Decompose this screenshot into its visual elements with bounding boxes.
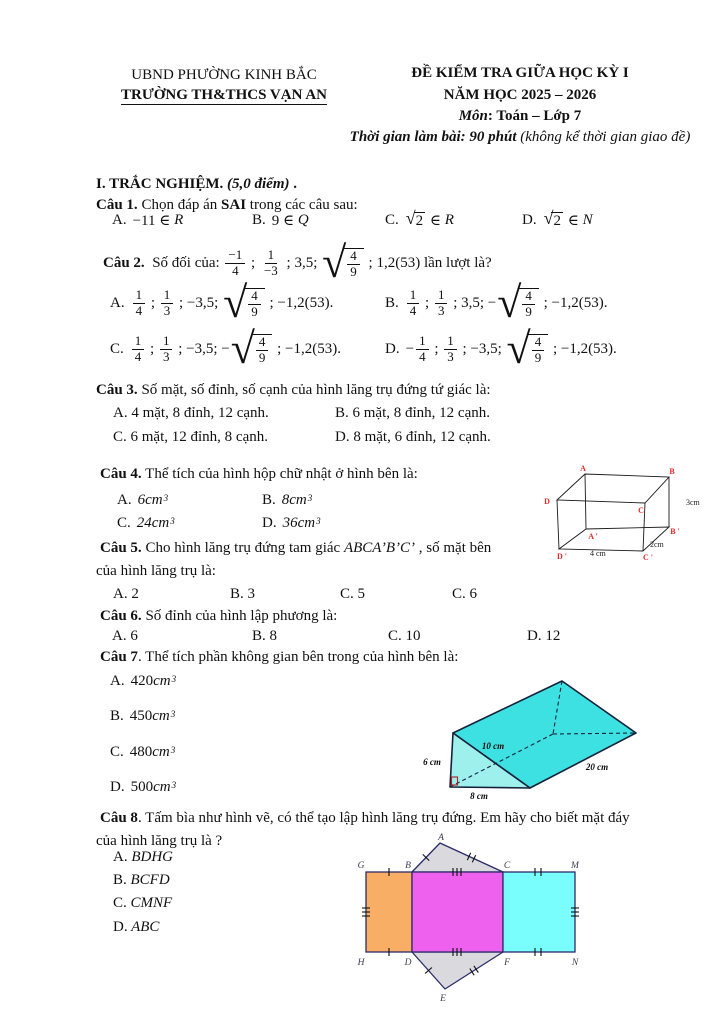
header-subject [325,108,715,125]
section-title: I. TRẮC NGHIỆM. (5,0 điểm) . [96,176,297,192]
q3-option-c: C. 6 mặt, 12 đỉnh, 8 cạnh. [113,429,268,445]
vertex-label-b: B [669,467,675,476]
q2-stem: Câu 2. Số đối của: −1 4 ; 1 −3 ; 3,5; √ 4 9 ; 1,2(53) lần lượt là? [103,238,492,287]
q5-stem-line1: Câu 5. Cho hình lăng trụ đứng tam giác ABCA’B’C’ , số mặt bên [100,540,492,556]
q4-option-c: C. 24cm 3 [117,514,175,531]
q3-option-d: D. 8 mặt, 6 đỉnh, 12 cạnh. [335,429,491,445]
header-duration [320,129,720,146]
q7-stem: Câu 7. Thể tích phần không gian bên trong của hình bên là: [100,649,459,665]
q5-option-c2: C. 6 [452,586,478,602]
q3-option-a: A. 4 mặt, 8 đỉnh, 12 cạnh. [113,405,269,421]
q4-option-a: A. 6cm 3 [117,491,169,508]
q8-stem-line1: Câu 8. Tấm bìa như hình vẽ, có thể tạo lập hình lăng trụ đứng. Em hãy cho biết mặt đáy [100,810,630,826]
dim-depth: 2cm [650,540,664,549]
net-label-a: A [438,833,444,843]
q6-option-a: A. 6 [112,628,138,644]
dim-length: 20 cm [585,762,609,772]
vertex-label-a2: A ' [588,532,598,541]
q5-option-a: A. 2 [113,586,139,602]
header-exam-title: ĐỀ KIỂM TRA GIỮA HỌC KỲ I [411,65,629,81]
q2-option-a: A. 1 4 ; 1 3 ; −3,5; √ 4 9 ; −1,2(53). [110,278,334,327]
net-figure [348,833,588,1011]
q6-option-b: B. 8 [252,628,278,644]
net-label-n: N [571,958,579,968]
q4-stem: Câu 4. Thể tích của hình hộp chữ nhật ở hình bên là: [100,466,418,482]
q7-option-b: B. 450 cm 3 [110,707,176,724]
cuboid-figure [538,456,724,564]
header-issuer: UBND PHƯỜNG KINH BẮC [131,67,317,83]
q5-stem-line2: của hình lăng trụ là: [96,563,216,579]
q6-option-c: C. 10 [388,628,421,644]
header-school-year: NĂM HỌC 2025 – 2026 [443,87,597,103]
subject-label: Môn [458,108,488,124]
net-bottom-triangle [412,952,503,989]
q3-stem: Câu 3. Số mặt, số đỉnh, số cạnh của hình lăng trụ đứng tứ giác là: [96,382,491,398]
q6-stem: Câu 6. Số đỉnh của hình lập phương là: [100,608,338,624]
net-label-e: E [440,994,446,1004]
q5-option-b: B. 3 [230,586,256,602]
q5-option-c1: C. 5 [340,586,366,602]
net-label-c: C [503,861,511,871]
q6-option-d: D. 12 [527,628,561,644]
q1-option-a: A. −11 ∈ R [112,211,184,229]
net-label-m: M [571,861,579,871]
q8-option-a: A. BDHG [113,849,174,865]
q8-stem-line2: của hình lăng trụ là ? [96,833,223,849]
header-school [92,87,356,104]
vertex-label-d: D [544,497,550,506]
dim-left-side: 6 cm [423,757,441,767]
vertex-label-b2: B ' [670,527,680,536]
net-left-rectangle [366,872,412,952]
q8-option-b: B. BCFD [113,872,170,888]
dim-height: 3cm [686,498,700,507]
q3-option-b: B. 6 mặt, 8 đỉnh, 12 cạnh. [335,405,490,421]
vertex-label-c: C [638,506,644,515]
net-label-d: D [404,958,412,968]
duration-bold: Thời gian làm bài: 90 phút [349,129,521,145]
q4-option-b: B. 8cm 3 [262,491,313,508]
prism-figure [418,663,720,811]
q7-option-c: C. 480 cm 3 [110,743,176,760]
q2-option-b: B. 1 4 ; 1 3 ; 3,5; − √ 4 9 ; −1,2(53). [385,278,608,327]
dim-hypotenuse: 10 cm [481,741,505,751]
net-label-g: G [357,861,365,871]
q7-option-a: A. 420 cm 3 [110,672,177,689]
dim-width: 4 cm [590,549,606,558]
q8-option-d: D. ABC [113,919,160,935]
dim-base: 8 cm [470,791,488,801]
q1-option-b: B. 9 ∈ Q [252,211,309,229]
q1-option-d: D. √ 2 ∈ N [522,208,593,229]
vertex-label-c2: C ' [643,553,653,562]
net-label-h: H [357,958,365,968]
vertex-label-d2: D ' [557,552,567,561]
net-right-rectangle [503,872,575,952]
duration-note: (không kể thời gian giao đề) [520,129,691,145]
q2-option-c: C. 1 4 ; 1 3 ; −3,5; − √ 4 9 ; −1,2(53). [110,324,341,373]
header-school-underline: TRƯỜNG TH&THCS VẠN AN [120,87,327,103]
subject-value: : Toán – Lớp 7 [487,108,582,124]
q7-option-d: D. 500 cm 3 [110,778,177,795]
q8-option-c: C. CMNF [113,895,173,911]
q1-stem: Câu 1. Chọn đáp án SAI trong các câu sau: [96,197,358,213]
vertex-label-a: A [580,464,586,473]
q4-option-d: D. 36cm 3 [262,514,321,531]
q1-option-c: C. √ 2 ∈ R [385,208,454,229]
net-label-f: F [504,958,510,968]
net-label-b: B [405,861,411,871]
q2-option-d: D. − $\frac{1}{4}$ ; 1 3 ; −3,5; √ 4 9 ; −1,2(53). [385,324,617,373]
net-middle-rectangle [412,872,503,952]
